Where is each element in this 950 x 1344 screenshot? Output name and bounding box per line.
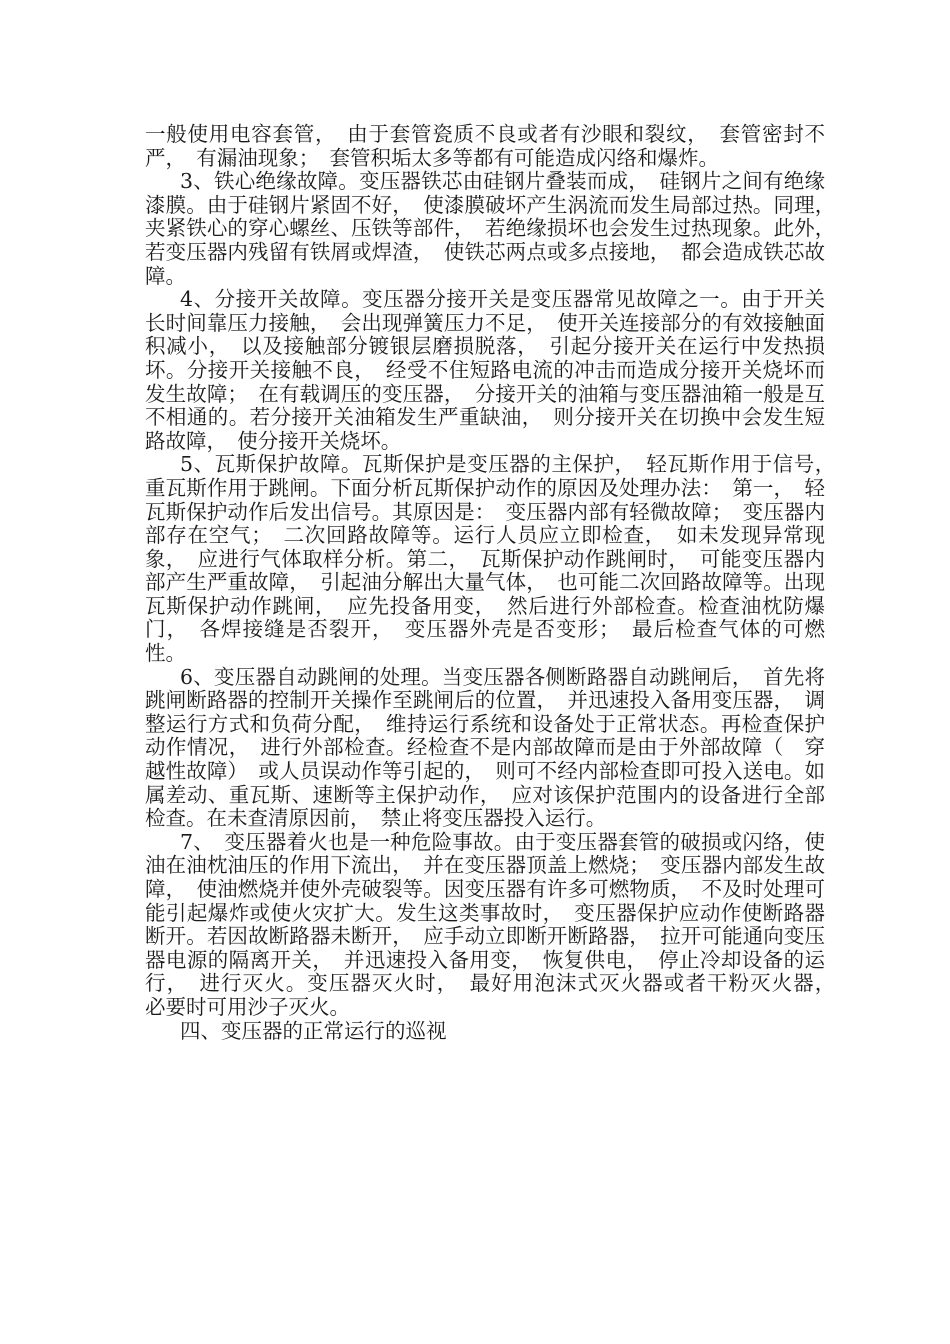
paragraph-transformer-fire: 7、 变压器着火也是一种危险事故。由于变压器套管的破损或闪络，使油在油枕油压的作用下流出， 并在变压器顶盖上燃烧； 变压器内部发生故障， 使油燃烧并使外壳破裂等。因变压器有许多可燃物质， 不及时处理可能引起爆炸或使火灾扩大。发生这类事故时， 变压器保护应动作使断路器断开。若因故断路器未断开， 应手动立即断开断路器， 拉开可能通向变压器电源的隔离开关， 并迅速投入备用变， 恢复供电， 停止冷却设备的运行， 进行灭火。变压器灭火时， 最好用泡沫式灭火器或者干粉灭火器， 必要时可用沙子灭火。 [145,829,846,1019]
paragraph-auto-trip-handling: 6、变压器自动跳闸的处理。当变压器各侧断路器自动跳闸后， 首先将跳闸断路器的控制开关操作至跳闸后的位置， 并迅速投入备用变压器， 调整运行方式和负荷分配， 维持运行系统和设备处于正常状态。再检查保护动作情况， 进行外部检查。经检查不是内部故障而是由于外部故障（ 穿越性故障） 或人员误动作等引起的， 则可不经内部检查即可投入送电。如属差动、重瓦斯、速断等主保护动作， 应对该保护范围内的设备进行全部检查。在未查清原因前， 禁止将变压器投入运行。 [145,664,825,831]
paragraph-tap-changer-fault: 4、分接开关故障。变压器分接开关是变压器常见故障之一。由于开关长时间靠压力接触， 会出现弹簧压力不足， 使开关连接部分的有效接触面积减小， 以及接触部分镀银层磨损脱落， 引起分接开关在运行中发热损坏。分接开关接触不良， 经受不住短路电流的冲击而造成分接开关烧坏而发生故障； 在有载调压的变压器， 分接开关的油箱与变压器油箱一般是互不相通的。若分接开关油箱发生严重缺油， 则分接开关在切换中会发生短路故障， 使分接开关烧坏。 [145,287,825,453]
paragraph-bushing-continuation: 一般使用电容套管， 由于套管瓷质不良或者有沙眼和裂纹， 套管密封不严， 有漏油现象； 套管积垢太多等都有可能造成闪络和爆炸。 [145,122,825,170]
paragraph-gas-protection-fault: 5、瓦斯保护故障。瓦斯保护是变压器的主保护， 轻瓦斯作用于信号， 重瓦斯作用于跳闸。下面分析瓦斯保护动作的原因及处理办法： 第一， 轻瓦斯保护动作后发出信号。其原因是： 变压器内部有轻微故障； 变压器内部存在空气； 二次回路故障等。运行人员应立即检查， 如未发现异常现象， 应进行气体取样分析。第二， 瓦斯保护动作跳闸时， 可能变压器内部产生严重故障， 引起油分解出大量气体， 也可能二次回路故障等。出现瓦斯保护动作跳闸， 应先投备用变， 然后进行外部检查。检查油枕防爆门， 各焊接缝是否裂开， 变压器外壳是否变形； 最后检查气体的可燃性。 [145,452,846,666]
document-body [145,122,846,1043]
paragraph-core-insulation-fault: 3、铁心绝缘故障。变压器铁芯由硅钢片叠装而成， 硅钢片之间有绝缘漆膜。由于硅钢片紧固不好， 使漆膜破坏产生涡流而发生局部过热。同理， 夹紧铁心的穿心螺丝、压铁等部件， 若绝缘损坏也会发生过热现象。此外， 若变压器内残留有铁屑或焊渣， 使铁芯两点或多点接地， 都会造成铁芯故障。 [145,169,846,288]
section-heading-normal-inspection: 四、变压器的正常运行的巡视 [180,1018,447,1043]
